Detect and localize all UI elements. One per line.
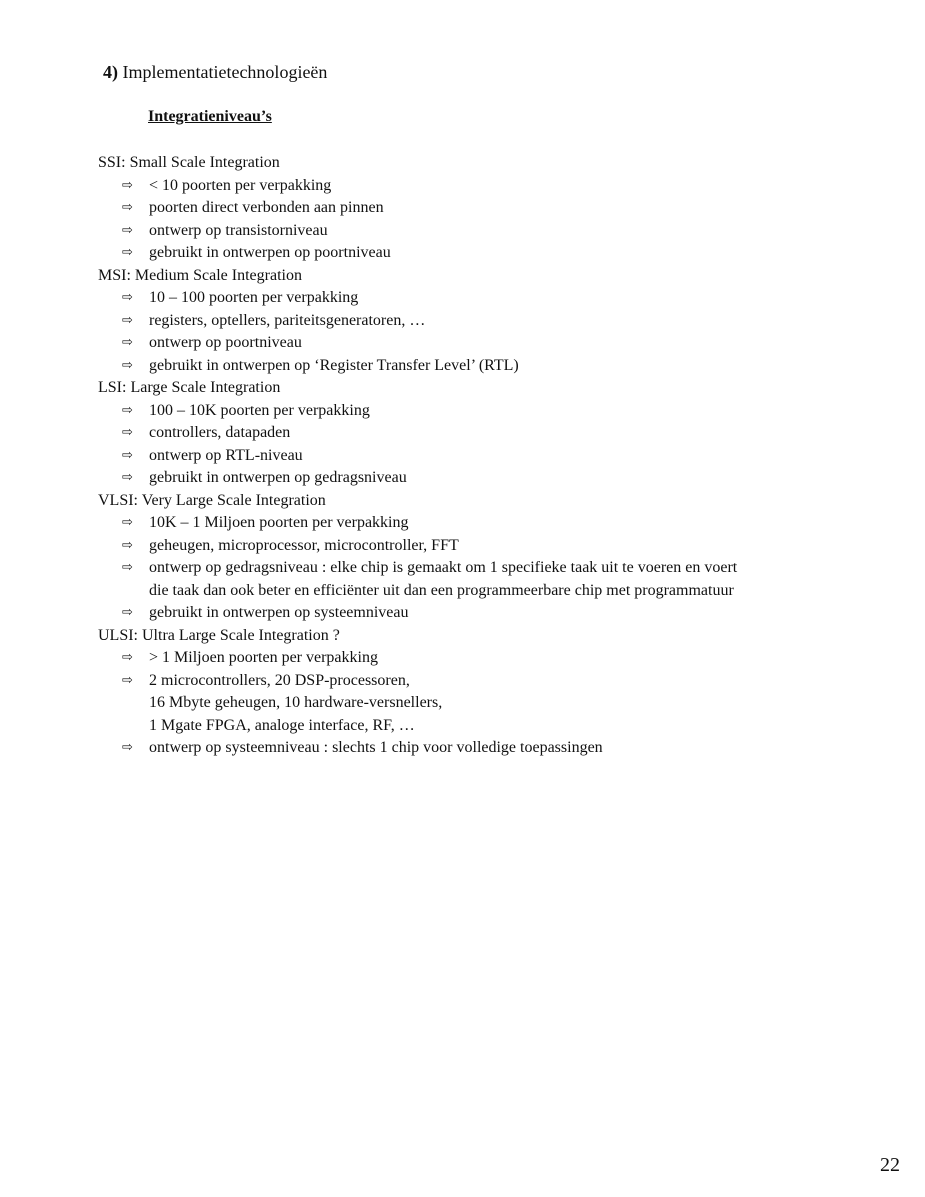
- integration-level-name: Very Large Scale Integration: [141, 491, 326, 509]
- list-item-text: [149, 512, 878, 535]
- list-item-text: [149, 287, 878, 310]
- list-item-line: ontwerp op poortniveau: [149, 334, 302, 351]
- right-arrow-outline-icon: ⇨: [122, 177, 133, 193]
- right-arrow-outline-icon: ⇨: [122, 290, 133, 305]
- page-number: 22: [880, 1154, 900, 1176]
- subheading: Integratieniveau’s: [148, 108, 272, 125]
- section-heading: [103, 62, 327, 83]
- right-arrow-outline-icon: ⇨: [122, 672, 133, 688]
- list-item: [98, 557, 878, 602]
- list-item-line: 10K – 1 Miljoen poorten per verpakking: [149, 514, 409, 531]
- right-arrow-outline-icon: ⇨: [122, 515, 133, 530]
- integration-level-name: Large Scale Integration: [130, 379, 281, 396]
- list-item: [98, 512, 878, 535]
- list-item: [98, 445, 878, 468]
- list-item-line: ontwerp op transistorniveau: [149, 221, 328, 239]
- list-item: [98, 355, 878, 378]
- right-arrow-outline-icon: ⇨: [122, 650, 133, 665]
- right-arrow-outline-icon: ⇨: [122, 537, 133, 553]
- list-item-line: 10 – 100 poorten per verpakking: [149, 289, 359, 306]
- integration-level-name: Ultra Large Scale Integration ?: [142, 626, 340, 644]
- list-item-line: gebruikt in ontwerpen op ‘Register Transfer Level’ (RTL): [149, 356, 519, 374]
- list-item: [98, 220, 878, 243]
- list-item-text: [149, 197, 878, 220]
- integration-level-abbr: VLSI:: [98, 491, 138, 509]
- list-item-line: 2 microcontrollers, 20 DSP-processoren,: [149, 671, 410, 689]
- integration-level-title: [98, 377, 878, 400]
- list-item: [98, 422, 878, 445]
- list-item-text: [149, 557, 878, 602]
- right-arrow-outline-icon: ⇨: [122, 357, 133, 373]
- right-arrow-outline-icon: ⇨: [122, 560, 133, 575]
- list-item-line: ontwerp op RTL-niveau: [149, 446, 303, 464]
- list-item-line: ontwerp op systeemniveau : slechts 1 chip voor volledige toepassingen: [149, 739, 603, 756]
- list-item-text: [149, 422, 878, 445]
- list-item: [98, 287, 878, 310]
- list-item-text: [149, 647, 878, 670]
- integration-level-name: Small Scale Integration: [129, 154, 280, 171]
- list-item: [98, 175, 878, 198]
- list-item-text: [149, 220, 878, 243]
- list-item: [98, 670, 878, 738]
- list-item: [98, 602, 878, 625]
- right-arrow-outline-icon: ⇨: [122, 605, 133, 620]
- list-item-line: controllers, datapaden: [149, 424, 291, 441]
- list-item-line: 1 Mgate FPGA, analoge interface, RF, …: [149, 716, 415, 734]
- list-item-line: die taak dan ook beter en efficiënter uit dan een programmeerbare chip met programmatuur: [149, 581, 734, 599]
- list-item: [98, 197, 878, 220]
- right-arrow-outline-icon: ⇨: [122, 425, 133, 440]
- list-item-line: gebruikt in ontwerpen op gedragsniveau: [149, 469, 407, 486]
- list-item-line: gebruikt in ontwerpen op poortniveau: [149, 244, 391, 261]
- list-item: [98, 400, 878, 423]
- right-arrow-outline-icon: ⇨: [122, 335, 133, 350]
- list-item-text: [149, 737, 878, 760]
- integration-levels-list: [98, 152, 878, 760]
- integration-level-abbr: SSI:: [98, 154, 126, 171]
- right-arrow-outline-icon: ⇨: [122, 312, 133, 328]
- integration-level-abbr: ULSI:: [98, 626, 138, 644]
- right-arrow-outline-icon: ⇨: [122, 447, 133, 463]
- list-item-text: [149, 535, 878, 558]
- list-item-text: [149, 310, 878, 333]
- list-item-line: ontwerp op gedragsniveau : elke chip is gemaakt om 1 specifieke taak uit te voeren en voert: [149, 559, 738, 576]
- integration-level-abbr: LSI:: [98, 379, 127, 396]
- integration-level-title: [98, 490, 878, 513]
- right-arrow-outline-icon: ⇨: [122, 222, 133, 238]
- list-item-line: geheugen, microprocessor, microcontroller, FFT: [149, 536, 459, 554]
- integration-level-title: [98, 625, 878, 648]
- right-arrow-outline-icon: ⇨: [122, 200, 133, 215]
- list-item-line: 100 – 10K poorten per verpakking: [149, 401, 370, 419]
- integration-level-title: [98, 265, 878, 288]
- right-arrow-outline-icon: ⇨: [122, 402, 133, 418]
- integration-level-name: Medium Scale Integration: [134, 266, 302, 284]
- list-item: [98, 310, 878, 333]
- right-arrow-outline-icon: ⇨: [122, 245, 133, 260]
- list-item-line: 16 Mbyte geheugen, 10 hardware-versnellers,: [149, 694, 443, 711]
- section-heading-text: Implementatietechnologieën: [122, 62, 328, 82]
- list-item-text: [149, 670, 878, 738]
- list-item: [98, 242, 878, 265]
- list-item-text: [149, 242, 878, 265]
- list-item-line: > 1 Miljoen poorten per verpakking: [149, 649, 378, 666]
- list-item-line: gebruikt in ontwerpen op systeemniveau: [149, 604, 409, 621]
- list-item: [98, 737, 878, 760]
- section-number: 4): [103, 62, 118, 82]
- list-item-line: registers, optellers, pariteitsgeneratoren, …: [149, 311, 426, 329]
- list-item-text: [149, 355, 878, 378]
- list-item: [98, 467, 878, 490]
- right-arrow-outline-icon: ⇨: [122, 740, 133, 755]
- integration-level-title: [98, 152, 878, 175]
- list-item-text: [149, 400, 878, 423]
- list-item-text: [149, 445, 878, 468]
- list-item-line: poorten direct verbonden aan pinnen: [149, 199, 384, 216]
- list-item-text: [149, 602, 878, 625]
- list-item-text: [149, 332, 878, 355]
- right-arrow-outline-icon: ⇨: [122, 470, 133, 485]
- list-item-text: [149, 175, 878, 198]
- list-item-text: [149, 467, 878, 490]
- integration-level-abbr: MSI:: [98, 266, 131, 284]
- list-item-line: < 10 poorten per verpakking: [149, 176, 332, 194]
- list-item: [98, 647, 878, 670]
- list-item: [98, 535, 878, 558]
- list-item: [98, 332, 878, 355]
